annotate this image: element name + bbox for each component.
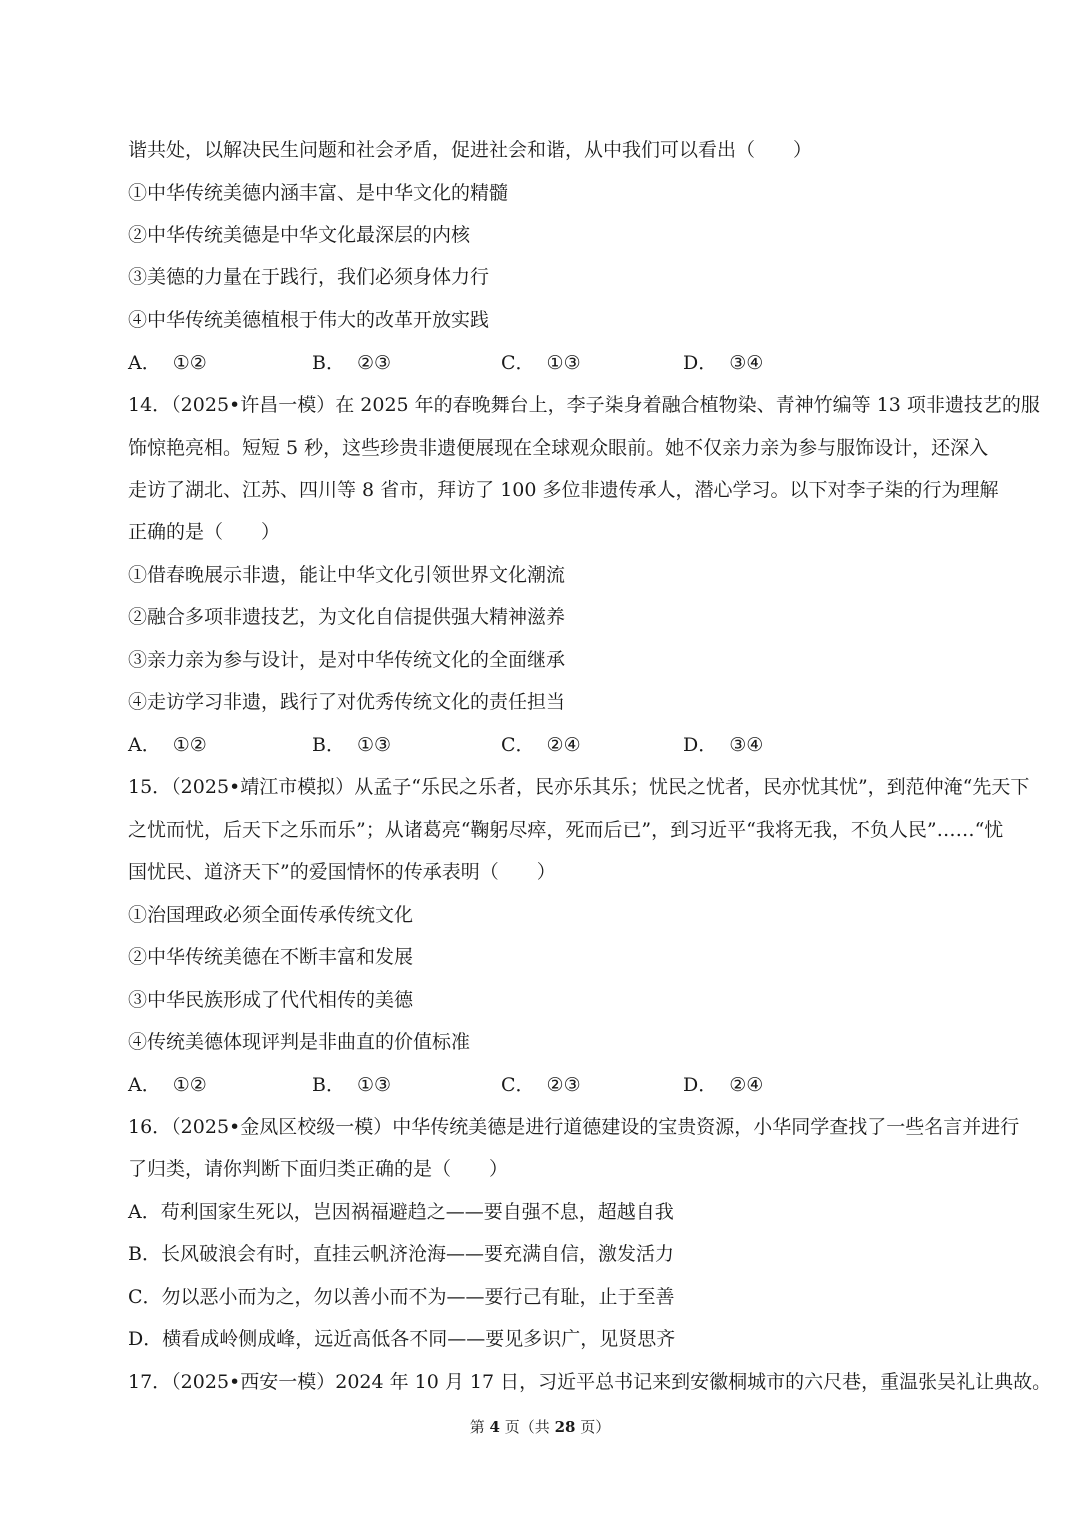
q13-statement-2: ②中华传统美德是中华文化最深层的内核 [128, 224, 471, 246]
q15-statement-4: ④传统美德体现评判是非曲直的价值标准 [128, 1031, 471, 1053]
q14-statement-1: ①借春晚展示非遗，能让中华文化引领世界文化潮流 [128, 564, 566, 586]
q14-stem-line-1: 14．（2025•许昌一模）在 2025 年的春晚舞台上，李子柒身着融合植物染、青神竹编等 13 项非遗技艺的服 [128, 394, 1040, 416]
q16-choice-a[interactable]: A．苟利国家生死以，岂因祸福避趋之——要自强不息，超越自我 [128, 1201, 674, 1223]
q16-choice-c[interactable]: C．勿以恶小而为之，勿以善小而不为——要行己有耻，止于至善 [128, 1286, 675, 1308]
q15-option-b[interactable]: B． ①③ [312, 1074, 392, 1096]
q13-option-d[interactable]: D． ③④ [683, 352, 764, 374]
q15-options [128, 1072, 978, 1098]
q13-statement-3: ③美德的力量在于践行，我们必须身体力行 [128, 266, 490, 288]
q14-option-d[interactable]: D． ③④ [683, 734, 764, 756]
q15-statement-3: ③中华民族形成了代代相传的美德 [128, 989, 414, 1011]
q13-option-a[interactable]: A． ①② [128, 352, 207, 374]
q14-stem-line-4: 正确的是（ ） [128, 521, 281, 543]
q14-option-b[interactable]: B． ①③ [312, 734, 392, 756]
q15-statement-1: ①治国理政必须全面传承传统文化 [128, 904, 414, 926]
q13-statement-4: ④中华传统美德植根于伟大的改革开放实践 [128, 309, 490, 331]
q14-stem-line-3: 走访了湖北、江苏、四川等 8 省市，拜访了 100 多位非遗传承人，潜心学习。以下对李子柒的行为理解 [128, 479, 999, 501]
question-13-stem-tail: 谐共处，以解决民生问题和社会矛盾，促进社会和谐，从中我们可以看出（ ） [128, 139, 813, 161]
q15-stem-line-3: 国忧民、道济天下”的爱国情怀的传承表明（ ） [128, 861, 556, 883]
page-footer: 第 4 页（共 28 页） [469, 1418, 611, 1436]
q14-statement-3: ③亲力亲为参与设计，是对中华传统文化的全面继承 [128, 649, 566, 671]
q14-statement-2: ②融合多项非遗技艺，为文化自信提供强大精神滋养 [128, 606, 566, 628]
q14-stem-line-2: 饰惊艳亮相。短短 5 秒，这些珍贵非遗便展现在全球观众眼前。她不仅亲力亲为参与服饰设计，还深入 [128, 437, 989, 459]
q16-choice-d[interactable]: D．横看成岭侧成峰，远近高低各不同——要见多识广，见贤思齐 [128, 1328, 676, 1350]
q15-option-a[interactable]: A． ①② [128, 1074, 207, 1096]
q16-stem-line-2: 了归类，请你判断下面归类正确的是（ ） [128, 1158, 509, 1180]
q14-option-a[interactable]: A． ①② [128, 734, 207, 756]
q15-option-c[interactable]: C． ②③ [501, 1074, 581, 1096]
q16-choice-b[interactable]: B．长风破浪会有时，直挂云帆济沧海——要充满自信，激发活力 [128, 1243, 674, 1265]
q15-statement-2: ②中华传统美德在不断丰富和发展 [128, 946, 414, 968]
q13-option-c[interactable]: C． ①③ [501, 352, 581, 374]
q14-option-c[interactable]: C． ②④ [501, 734, 581, 756]
q14-options [128, 732, 978, 758]
q14-statement-4: ④走访学习非遗，践行了对优秀传统文化的责任担当 [128, 691, 566, 713]
q17-stem-line-1: 17．（2025•西安一模）2024 年 10 月 17 日，习近平总书记来到安徽桐城市的六尺巷，重温张吴礼让典故。 [128, 1371, 1052, 1393]
q15-stem-line-2: 之忧而忧，后天下之乐而乐”；从诸葛亮“鞠躬尽瘁，死而后已”，到习近平“我将无我，不负人民”……“忧 [128, 819, 1004, 841]
q15-stem-line-1: 15．（2025•靖江市模拟）从孟子“乐民之乐者，民亦乐其乐；忧民之忧者，民亦忧其忧”，到范仲淹“先天下 [128, 776, 1030, 798]
q15-option-d[interactable]: D． ②④ [683, 1074, 764, 1096]
q13-statement-1: ①中华传统美德内涵丰富、是中华文化的精髓 [128, 182, 509, 204]
q16-stem-line-1: 16．（2025•金凤区校级一模）中华传统美德是进行道德建设的宝贵资源，小华同学查找了一些名言并进行 [128, 1116, 1020, 1138]
q13-options [128, 350, 978, 376]
q13-option-b[interactable]: B． ②③ [312, 352, 392, 374]
page-total: 28 [554, 1418, 576, 1436]
page-number: 4 [489, 1418, 500, 1436]
